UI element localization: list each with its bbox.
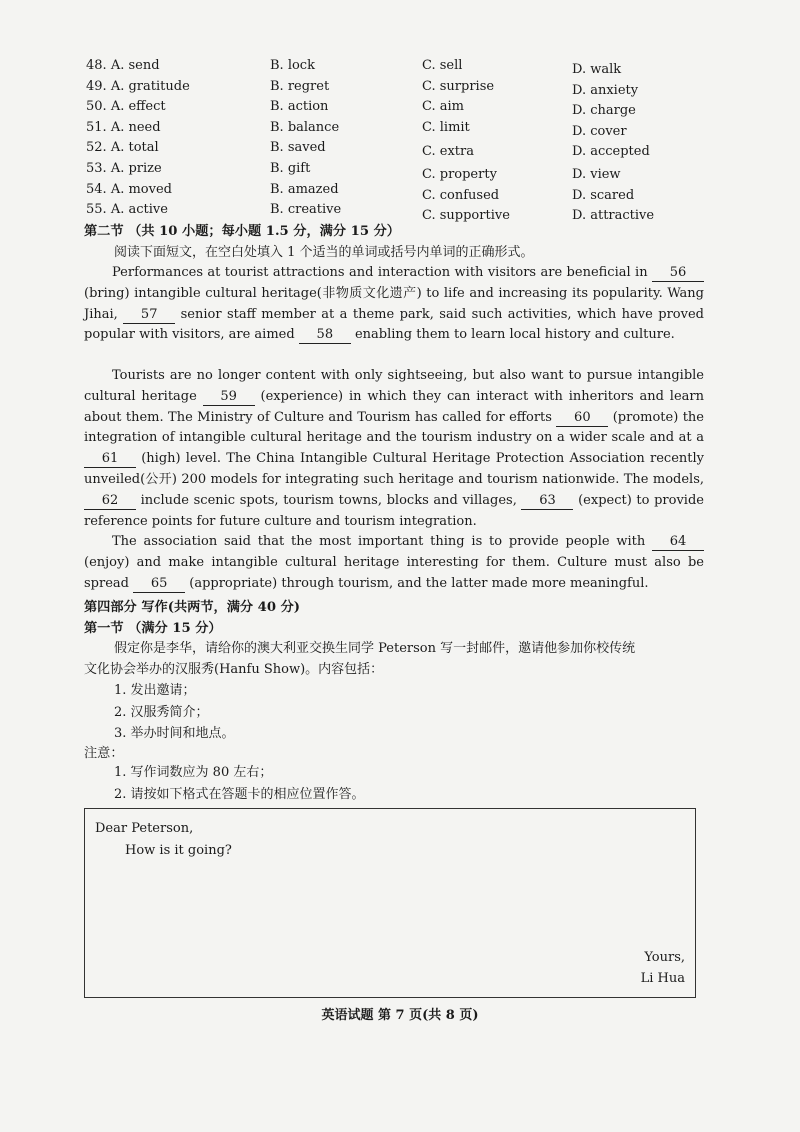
option-a: 50. A. effect bbox=[86, 99, 166, 115]
blank-64[interactable]: 64 bbox=[652, 534, 704, 551]
blank-63[interactable]: 63 bbox=[521, 493, 573, 510]
list-item: 2. 请按如下格式在答题卡的相应位置作答。 bbox=[114, 786, 365, 802]
letter-closing-word: Yours, bbox=[644, 950, 685, 965]
choice-table bbox=[86, 56, 726, 224]
option-c: C. sell bbox=[422, 58, 463, 73]
option-b: B. regret bbox=[270, 78, 330, 94]
blank-57[interactable]: 57 bbox=[123, 307, 175, 324]
option-c: C. confused bbox=[422, 187, 500, 203]
option-c: C. extra bbox=[422, 144, 474, 160]
letter-signature: Li Hua bbox=[640, 971, 685, 986]
choice-row bbox=[86, 97, 726, 118]
letter-opening: How is it going? bbox=[125, 843, 232, 858]
option-b: B. amazed bbox=[270, 181, 339, 197]
part-4-section-1-heading: 第一节 （满分 15 分） bbox=[84, 621, 222, 636]
option-b: B. gift bbox=[270, 160, 311, 176]
choice-row bbox=[86, 56, 726, 77]
option-c: C. limit bbox=[422, 119, 470, 135]
note-label: 注意： bbox=[84, 746, 124, 761]
option-d: D. anxiety bbox=[572, 82, 639, 98]
option-a: 54. A. moved bbox=[86, 181, 172, 197]
page-footer: 英语试题 第 7 页(共 8 页) bbox=[321, 1008, 479, 1023]
letter-salutation: Dear Peterson, bbox=[95, 821, 194, 836]
option-b: B. action bbox=[270, 99, 329, 115]
blank-59[interactable]: 59 bbox=[203, 389, 255, 406]
option-b: B. creative bbox=[270, 202, 342, 218]
option-a: 52. A. total bbox=[86, 140, 159, 156]
option-a: 53. A. prize bbox=[86, 160, 162, 176]
answer-box[interactable] bbox=[84, 808, 696, 998]
choice-row bbox=[86, 200, 726, 224]
option-c: C. supportive bbox=[422, 208, 510, 224]
option-b: B. balance bbox=[270, 119, 340, 135]
option-a: 51. A. need bbox=[86, 119, 161, 135]
option-c: C. property bbox=[422, 166, 497, 182]
list-item: 1. 写作词数应为 80 左右； bbox=[114, 765, 273, 780]
blank-62[interactable]: 62 bbox=[84, 493, 136, 510]
writing-prompt-line-1: 假定你是李华，请给你的澳大利亚交换生同学 Peterson 写一封邮件，邀请他参加你校传统 bbox=[114, 641, 636, 656]
choice-row bbox=[86, 118, 726, 139]
list-item: 3. 举办时间和地点。 bbox=[114, 726, 235, 741]
option-d: D. cover bbox=[572, 123, 627, 139]
option-d: D. walk bbox=[572, 62, 622, 77]
blank-60[interactable]: 60 bbox=[556, 410, 608, 427]
part-4-heading: 第四部分 写作(共两节，满分 40 分) bbox=[84, 600, 301, 615]
blank-65[interactable]: 65 bbox=[133, 576, 185, 593]
option-d: D. view bbox=[572, 166, 621, 182]
option-c: C. surprise bbox=[422, 78, 495, 94]
option-d: D. scared bbox=[572, 187, 635, 203]
blank-61[interactable]: 61 bbox=[84, 451, 136, 468]
choice-row bbox=[86, 159, 726, 180]
section-2-instruction: 阅读下面短文，在空白处填入 1 个适当的单词或括号内单词的正确形式。 bbox=[114, 245, 534, 260]
option-c: C. aim bbox=[422, 99, 464, 115]
blank-58[interactable]: 58 bbox=[299, 327, 351, 344]
option-b: B. saved bbox=[270, 140, 326, 156]
option-d: D. accepted bbox=[572, 144, 650, 160]
content-list bbox=[114, 680, 235, 745]
choice-row bbox=[86, 180, 726, 201]
list-item: 1. 发出邀请； bbox=[114, 683, 196, 698]
letter-closing bbox=[641, 947, 685, 989]
choice-row bbox=[86, 138, 726, 159]
passage-paragraph-1: Performances at tourist attractions and interaction with visitors are beneficial in 56 (bring) intangible cultural heritage(非物质文化遗产) to life and increasing its popularity. Wang Jihai, 57 senior staff member at a theme park, said such activities, which have proved popular with visitors, are aimed 58 enabling them to learn local history and culture. bbox=[84, 265, 704, 343]
option-d: D. charge bbox=[572, 103, 636, 119]
option-a: 48. A. send bbox=[86, 58, 160, 73]
passage-paragraph-2: Tourists are no longer content with only sightseeing, but also want to pursue intangible cultural heritage 59 (experience) in which they can interact with inheritors and learn about them. The Ministry of Culture and Tourism has called for efforts 60 (promote) the integration of intangible cultural heritage and the tourism industry on a wider scale and at a 61 (high) level. The China Intangible Cultural Heritage Protection Association recently unveiled(公开) 200 models for integrating such heritage and tourism nationwide. The models, 62 include scenic spots, tourism towns, blocks and villages, 63 (expect) to provide reference points for future culture and tourism integration. bbox=[84, 368, 704, 529]
choice-row bbox=[86, 77, 726, 98]
blank-56[interactable]: 56 bbox=[652, 265, 704, 282]
passage-paragraph-3: The association said that the most important thing is to provide people with 64 (enjoy) and make intangible cultural heritage interesting for them. Culture must also be spread 65 (appropriate) through tourism, and the latter made more meaningful. bbox=[84, 534, 704, 591]
writing-prompt-line-2: 文化协会举办的汉服秀(Hanfu Show)。内容包括： bbox=[84, 662, 384, 677]
option-a: 49. A. gratitude bbox=[86, 78, 190, 94]
section-2-heading: 第二节 （共 10 小题；每小题 1.5 分，满分 15 分） bbox=[84, 224, 400, 239]
option-d: D. attractive bbox=[572, 208, 655, 224]
option-a: 55. A. active bbox=[86, 202, 168, 218]
option-b: B. lock bbox=[270, 58, 315, 73]
list-item: 2. 汉服秀简介； bbox=[114, 704, 209, 720]
note-list bbox=[114, 762, 365, 805]
